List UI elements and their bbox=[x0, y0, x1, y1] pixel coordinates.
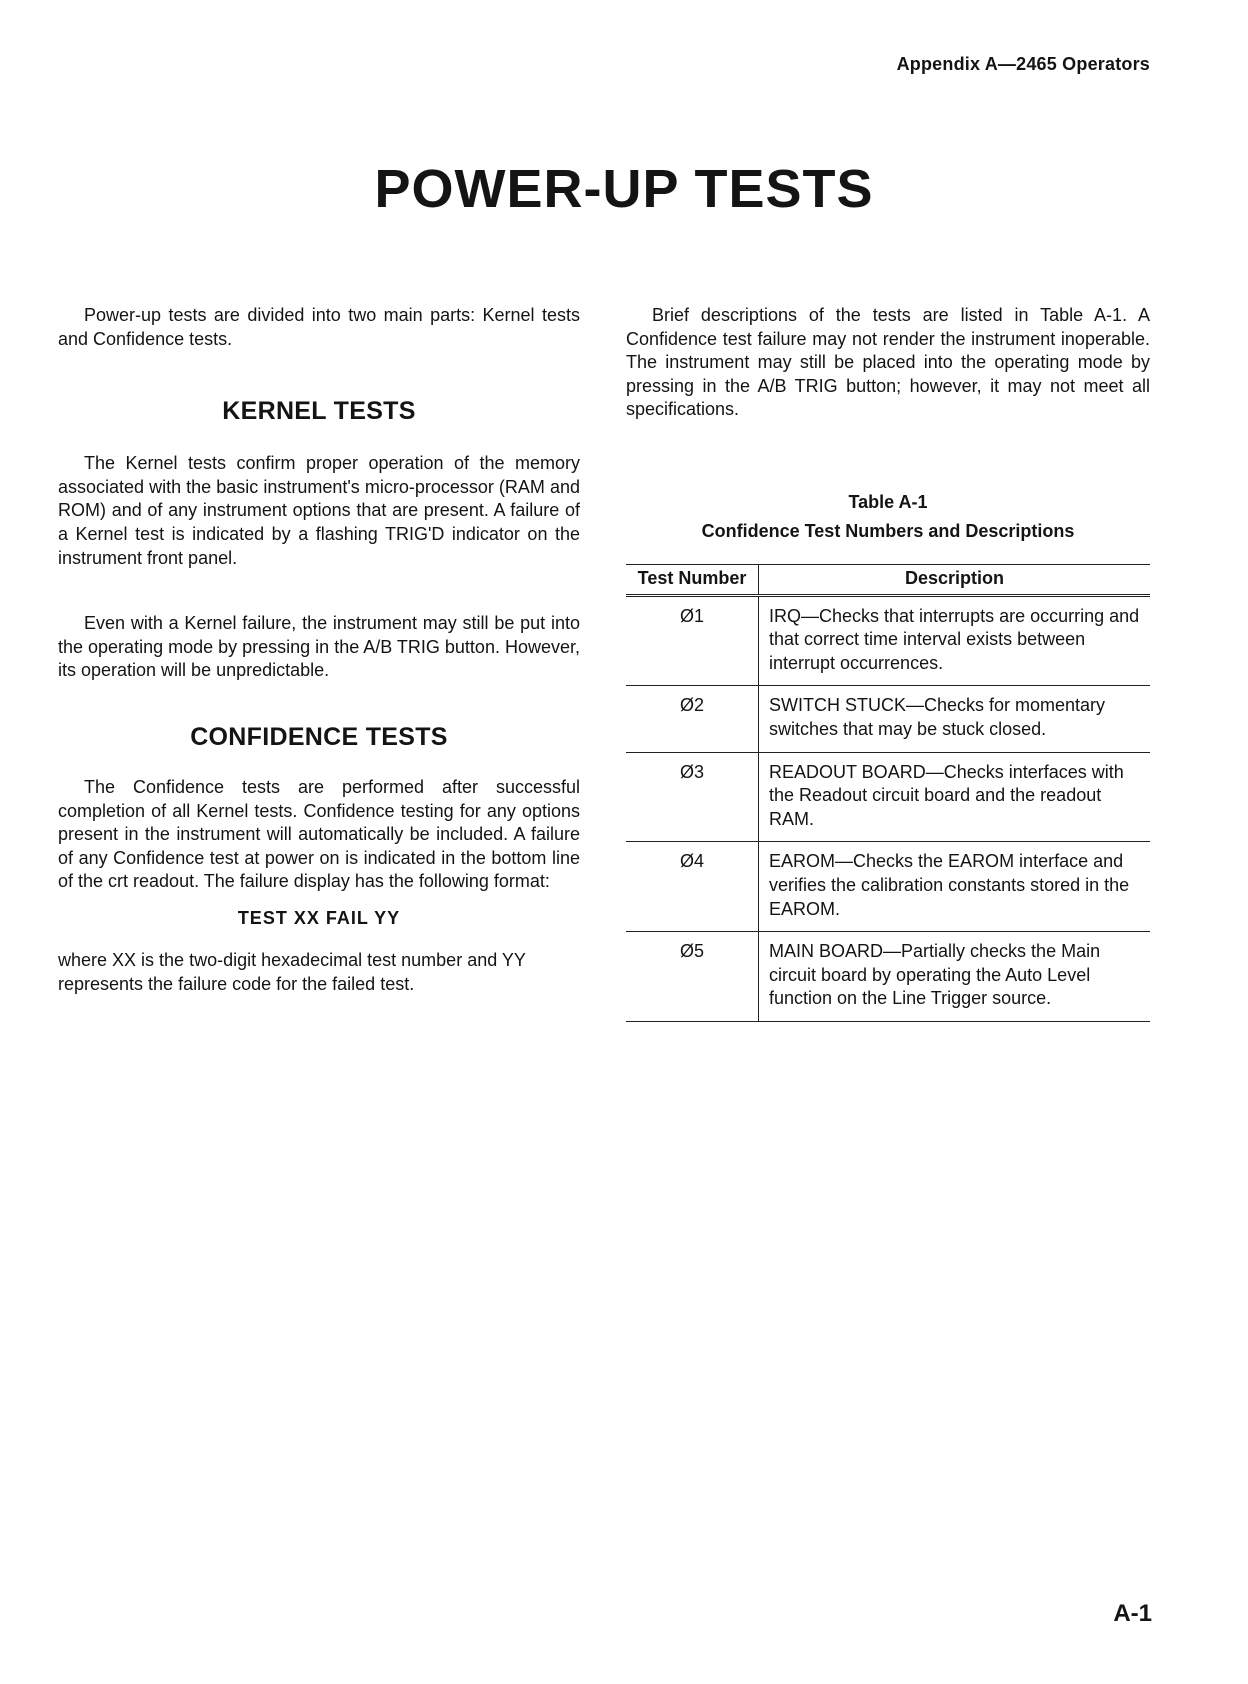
table-row bbox=[626, 752, 1150, 842]
test-description-cell: IRQ—Checks that interrupts are occurring and that correct time interval exists between interrupt occurrences. bbox=[759, 595, 1151, 686]
confidence-test-table bbox=[626, 564, 1150, 1022]
table-row bbox=[626, 932, 1150, 1022]
right-column bbox=[626, 304, 1150, 1022]
test-number-cell: Ø2 bbox=[626, 686, 759, 752]
table-intro-paragraph: Brief descriptions of the tests are listed in Table A-1. A Confidence test failure may not render the instrument inoperable. The instrument may still be placed into the operating mode by pressing in the A/B TRIG button; however, it may not meet all specifications. bbox=[626, 305, 1150, 420]
kernel-tests-heading: KERNEL TESTS bbox=[222, 397, 416, 426]
page-title: POWER-UP TESTS bbox=[374, 159, 874, 219]
test-number-cell: Ø1 bbox=[626, 595, 759, 686]
test-number-cell: Ø5 bbox=[626, 932, 759, 1022]
header-description: Description bbox=[759, 564, 1151, 595]
header-test-number: Test Number bbox=[626, 564, 759, 595]
intro-paragraph: Power-up tests are divided into two main parts: Kernel tests and Confidence tests. bbox=[58, 305, 580, 349]
table-row bbox=[626, 595, 1150, 686]
table-row bbox=[626, 842, 1150, 932]
table-label: Table A-1 bbox=[848, 491, 928, 512]
table-header-row bbox=[626, 564, 1150, 595]
table-row bbox=[626, 686, 1150, 752]
page-number: A-1 bbox=[1113, 1600, 1152, 1627]
confidence-tests-heading: CONFIDENCE TESTS bbox=[190, 722, 448, 751]
left-column bbox=[58, 304, 580, 996]
test-description-cell: SWITCH STUCK—Checks for momentary switches that may be stuck closed. bbox=[759, 686, 1151, 752]
test-description-cell: EAROM—Checks the EAROM interface and verifies the calibration constants stored in the EAROM. bbox=[759, 842, 1151, 932]
kernel-paragraph-1: The Kernel tests confirm proper operation of the memory associated with the basic instrument's micro-processor (RAM and ROM) and of any instrument options that are present. A failure of a Kernel test is indicated by a flashing TRIG'D indicator on the instrument front panel. bbox=[58, 453, 580, 568]
failure-format-line: TEST XX FAIL YY bbox=[237, 907, 401, 928]
test-description-cell: READOUT BOARD—Checks interfaces with the Readout circuit board and the readout RAM. bbox=[759, 752, 1151, 842]
test-number-cell: Ø4 bbox=[626, 842, 759, 932]
test-description-cell: MAIN BOARD—Partially checks the Main circuit board by operating the Auto Level function on the Line Trigger source. bbox=[759, 932, 1151, 1022]
table-caption: Confidence Test Numbers and Descriptions bbox=[701, 520, 1075, 541]
kernel-paragraph-2: Even with a Kernel failure, the instrument may still be put into the operating mode by pressing in the A/B TRIG button. However, its operation will be unpredictable. bbox=[58, 613, 580, 681]
confidence-paragraph-1: The Confidence tests are performed after successful completion of all Kernel tests. Confidence testing for any options present in the instrument will automatically be included. A failure of any Confidence test at power on is indicated in the bottom line of the crt readout. The failure display has the following format: bbox=[58, 776, 580, 892]
running-header: Appendix A—2465 Operators bbox=[896, 54, 1150, 74]
test-number-cell: Ø3 bbox=[626, 752, 759, 842]
confidence-paragraph-2: where XX is the two-digit hexadecimal test number and YY represents the failure code for the failed test. bbox=[58, 949, 526, 994]
